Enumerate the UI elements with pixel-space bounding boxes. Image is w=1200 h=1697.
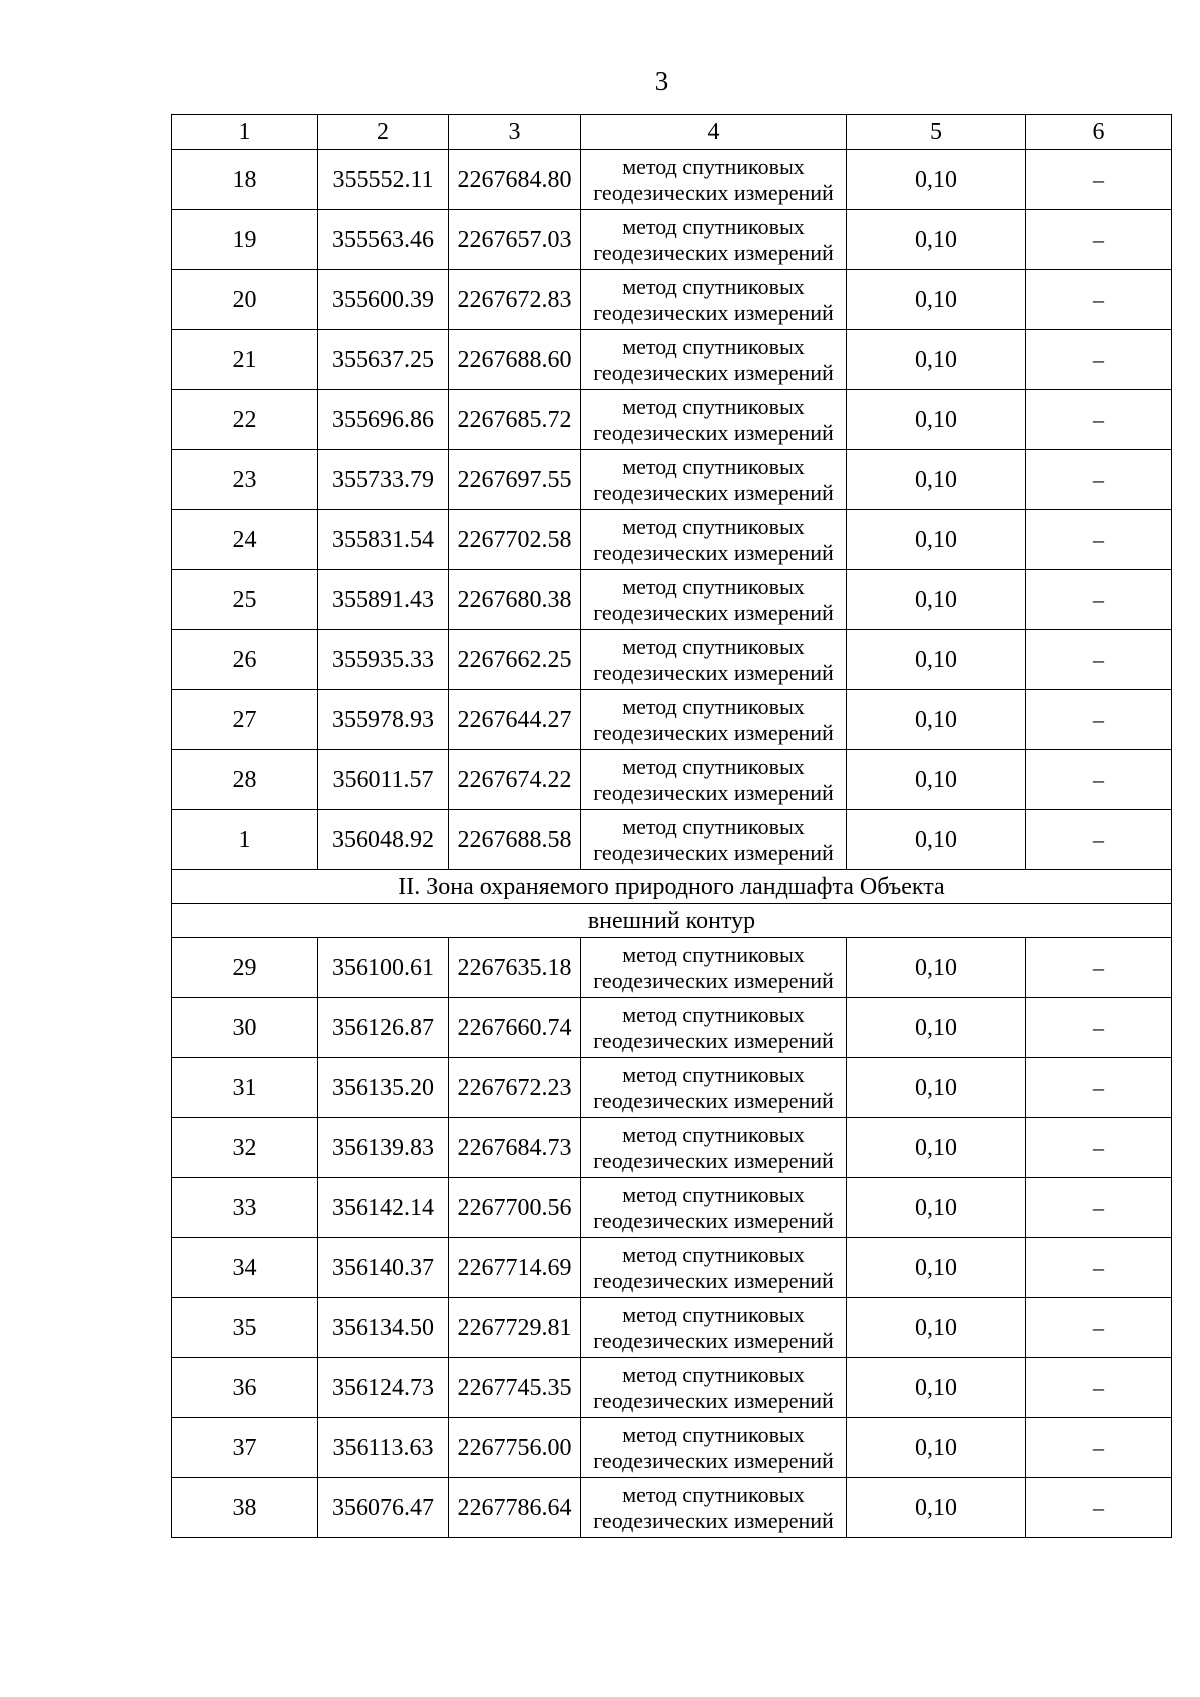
section-title-row: [172, 870, 1172, 904]
method-cell: метод спутниковых геодезических измерений: [581, 210, 847, 270]
coord-y-cell: 2267657.03: [449, 210, 581, 270]
point-number-cell: 19: [172, 210, 318, 270]
method-cell: метод спутниковых геодезических измерений: [581, 150, 847, 210]
table-row: [172, 450, 1172, 510]
accuracy-cell: 0,10: [847, 998, 1026, 1058]
point-number-cell: 29: [172, 938, 318, 998]
method-cell: метод спутниковых геодезических измерений: [581, 450, 847, 510]
coord-y-cell: 2267688.60: [449, 330, 581, 390]
method-cell: метод спутниковых геодезических измерений: [581, 1418, 847, 1478]
coord-x-cell: 355733.79: [318, 450, 449, 510]
table-row: [172, 1418, 1172, 1478]
column-header: 3: [449, 115, 581, 150]
coord-x-cell: 355600.39: [318, 270, 449, 330]
accuracy-cell: 0,10: [847, 210, 1026, 270]
point-number-cell: 31: [172, 1058, 318, 1118]
coord-y-cell: 2267688.58: [449, 810, 581, 870]
accuracy-cell: 0,10: [847, 1178, 1026, 1238]
column-header: 6: [1026, 115, 1172, 150]
method-cell: метод спутниковых геодезических измерений: [581, 1478, 847, 1538]
coord-y-cell: 2267745.35: [449, 1358, 581, 1418]
method-cell: метод спутниковых геодезических измерений: [581, 510, 847, 570]
accuracy-cell: 0,10: [847, 1238, 1026, 1298]
note-cell: –: [1026, 510, 1172, 570]
note-cell: –: [1026, 938, 1172, 998]
table-row: [172, 210, 1172, 270]
note-cell: –: [1026, 450, 1172, 510]
coord-x-cell: 356076.47: [318, 1478, 449, 1538]
coord-y-cell: 2267756.00: [449, 1418, 581, 1478]
coord-y-cell: 2267714.69: [449, 1238, 581, 1298]
coord-x-cell: 356113.63: [318, 1418, 449, 1478]
accuracy-cell: 0,10: [847, 1418, 1026, 1478]
method-cell: метод спутниковых геодезических измерений: [581, 1058, 847, 1118]
coord-x-cell: 355935.33: [318, 630, 449, 690]
coord-y-cell: 2267680.38: [449, 570, 581, 630]
table-row: [172, 270, 1172, 330]
note-cell: –: [1026, 630, 1172, 690]
method-cell: метод спутниковых геодезических измерений: [581, 1358, 847, 1418]
table-row: [172, 570, 1172, 630]
table-row: [172, 690, 1172, 750]
coord-x-cell: 356135.20: [318, 1058, 449, 1118]
point-number-cell: 34: [172, 1238, 318, 1298]
note-cell: –: [1026, 210, 1172, 270]
accuracy-cell: 0,10: [847, 938, 1026, 998]
table-body: [172, 115, 1172, 1538]
point-number-cell: 26: [172, 630, 318, 690]
coord-y-cell: 2267702.58: [449, 510, 581, 570]
accuracy-cell: 0,10: [847, 1478, 1026, 1538]
table-row: [172, 630, 1172, 690]
accuracy-cell: 0,10: [847, 390, 1026, 450]
coord-x-cell: 356124.73: [318, 1358, 449, 1418]
table-row: [172, 938, 1172, 998]
coord-y-cell: 2267662.25: [449, 630, 581, 690]
table-row: [172, 1478, 1172, 1538]
column-header: 2: [318, 115, 449, 150]
note-cell: –: [1026, 390, 1172, 450]
coord-y-cell: 2267685.72: [449, 390, 581, 450]
coord-x-cell: 356011.57: [318, 750, 449, 810]
accuracy-cell: 0,10: [847, 1298, 1026, 1358]
table-row: [172, 1298, 1172, 1358]
coord-y-cell: 2267729.81: [449, 1298, 581, 1358]
coord-y-cell: 2267697.55: [449, 450, 581, 510]
point-number-cell: 30: [172, 998, 318, 1058]
coord-x-cell: 356100.61: [318, 938, 449, 998]
point-number-cell: 1: [172, 810, 318, 870]
note-cell: –: [1026, 1178, 1172, 1238]
method-cell: метод спутниковых геодезических измерений: [581, 390, 847, 450]
accuracy-cell: 0,10: [847, 1118, 1026, 1178]
accuracy-cell: 0,10: [847, 690, 1026, 750]
accuracy-cell: 0,10: [847, 1058, 1026, 1118]
accuracy-cell: 0,10: [847, 1358, 1026, 1418]
point-number-cell: 25: [172, 570, 318, 630]
point-number-cell: 32: [172, 1118, 318, 1178]
note-cell: –: [1026, 1238, 1172, 1298]
table-row: [172, 810, 1172, 870]
coord-x-cell: 356140.37: [318, 1238, 449, 1298]
coord-x-cell: 356126.87: [318, 998, 449, 1058]
accuracy-cell: 0,10: [847, 810, 1026, 870]
coord-x-cell: 356142.14: [318, 1178, 449, 1238]
note-cell: –: [1026, 150, 1172, 210]
accuracy-cell: 0,10: [847, 330, 1026, 390]
coord-x-cell: 356048.92: [318, 810, 449, 870]
note-cell: –: [1026, 998, 1172, 1058]
method-cell: метод спутниковых геодезических измерений: [581, 1118, 847, 1178]
coord-y-cell: 2267672.23: [449, 1058, 581, 1118]
note-cell: –: [1026, 1358, 1172, 1418]
table-row: [172, 750, 1172, 810]
section-subtitle: внешний контур: [172, 904, 1172, 938]
coord-y-cell: 2267700.56: [449, 1178, 581, 1238]
coord-x-cell: 355978.93: [318, 690, 449, 750]
note-cell: –: [1026, 330, 1172, 390]
point-number-cell: 38: [172, 1478, 318, 1538]
method-cell: метод спутниковых геодезических измерений: [581, 810, 847, 870]
section-title: II. Зона охраняемого природного ландшафта Объекта: [172, 870, 1172, 904]
coord-y-cell: 2267684.80: [449, 150, 581, 210]
coord-y-cell: 2267635.18: [449, 938, 581, 998]
coord-y-cell: 2267684.73: [449, 1118, 581, 1178]
coord-y-cell: 2267660.74: [449, 998, 581, 1058]
table-row: [172, 150, 1172, 210]
coord-x-cell: 355891.43: [318, 570, 449, 630]
coord-x-cell: 356134.50: [318, 1298, 449, 1358]
column-header: 1: [172, 115, 318, 150]
point-number-cell: 35: [172, 1298, 318, 1358]
accuracy-cell: 0,10: [847, 450, 1026, 510]
coord-x-cell: 355552.11: [318, 150, 449, 210]
table-header-row: [172, 115, 1172, 150]
accuracy-cell: 0,10: [847, 570, 1026, 630]
coord-y-cell: 2267672.83: [449, 270, 581, 330]
accuracy-cell: 0,10: [847, 510, 1026, 570]
note-cell: –: [1026, 690, 1172, 750]
table-row: [172, 330, 1172, 390]
section-subtitle-row: [172, 904, 1172, 938]
table-row: [172, 1058, 1172, 1118]
coord-x-cell: 355831.54: [318, 510, 449, 570]
point-number-cell: 22: [172, 390, 318, 450]
accuracy-cell: 0,10: [847, 630, 1026, 690]
method-cell: метод спутниковых геодезических измерений: [581, 690, 847, 750]
coord-x-cell: 355637.25: [318, 330, 449, 390]
note-cell: –: [1026, 1298, 1172, 1358]
note-cell: –: [1026, 810, 1172, 870]
point-number-cell: 21: [172, 330, 318, 390]
coord-x-cell: 356139.83: [318, 1118, 449, 1178]
point-number-cell: 20: [172, 270, 318, 330]
note-cell: –: [1026, 1478, 1172, 1538]
coord-y-cell: 2267674.22: [449, 750, 581, 810]
point-number-cell: 18: [172, 150, 318, 210]
coord-x-cell: 355563.46: [318, 210, 449, 270]
method-cell: метод спутниковых геодезических измерений: [581, 998, 847, 1058]
accuracy-cell: 0,10: [847, 750, 1026, 810]
table-row: [172, 390, 1172, 450]
coord-x-cell: 355696.86: [318, 390, 449, 450]
note-cell: –: [1026, 570, 1172, 630]
table-row: [172, 998, 1172, 1058]
table-row: [172, 1238, 1172, 1298]
method-cell: метод спутниковых геодезических измерений: [581, 330, 847, 390]
point-number-cell: 24: [172, 510, 318, 570]
note-cell: –: [1026, 1118, 1172, 1178]
page-number: 3: [654, 66, 669, 96]
method-cell: метод спутниковых геодезических измерений: [581, 270, 847, 330]
note-cell: –: [1026, 750, 1172, 810]
point-number-cell: 33: [172, 1178, 318, 1238]
note-cell: –: [1026, 1058, 1172, 1118]
coord-y-cell: 2267786.64: [449, 1478, 581, 1538]
point-number-cell: 36: [172, 1358, 318, 1418]
point-number-cell: 27: [172, 690, 318, 750]
point-number-cell: 37: [172, 1418, 318, 1478]
table-row: [172, 1358, 1172, 1418]
method-cell: метод спутниковых геодезических измерений: [581, 1238, 847, 1298]
method-cell: метод спутниковых геодезических измерений: [581, 750, 847, 810]
method-cell: метод спутниковых геодезических измерений: [581, 570, 847, 630]
table-row: [172, 1118, 1172, 1178]
coord-y-cell: 2267644.27: [449, 690, 581, 750]
note-cell: –: [1026, 270, 1172, 330]
coordinates-table: [171, 114, 1172, 1538]
method-cell: метод спутниковых геодезических измерений: [581, 1298, 847, 1358]
table-row: [172, 1178, 1172, 1238]
method-cell: метод спутниковых геодезических измерений: [581, 938, 847, 998]
point-number-cell: 23: [172, 450, 318, 510]
table-row: [172, 510, 1172, 570]
column-header: 5: [847, 115, 1026, 150]
note-cell: –: [1026, 1418, 1172, 1478]
column-header: 4: [581, 115, 847, 150]
method-cell: метод спутниковых геодезических измерений: [581, 630, 847, 690]
point-number-cell: 28: [172, 750, 318, 810]
method-cell: метод спутниковых геодезических измерений: [581, 1178, 847, 1238]
accuracy-cell: 0,10: [847, 150, 1026, 210]
accuracy-cell: 0,10: [847, 270, 1026, 330]
